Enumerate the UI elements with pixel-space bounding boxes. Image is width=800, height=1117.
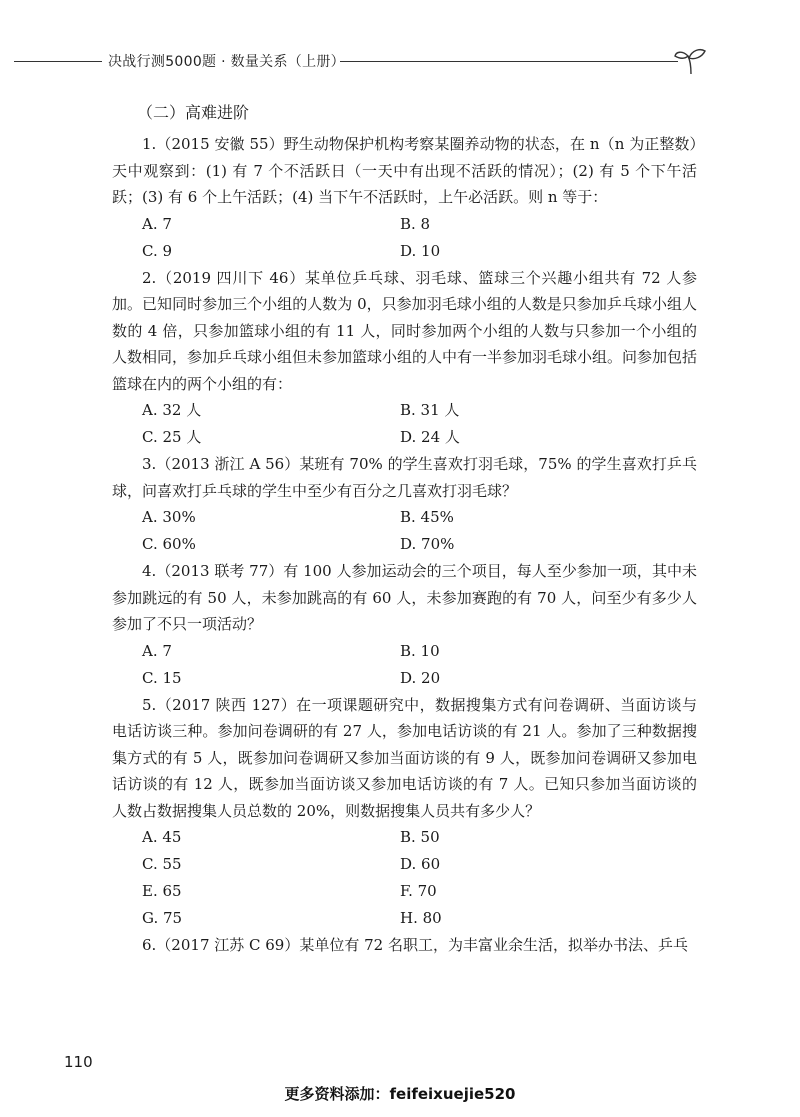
option-d: D. 20: [400, 668, 441, 687]
option-c: C. 25 人: [142, 428, 202, 446]
options: [142, 638, 697, 692]
option-d: D. 24 人: [400, 428, 460, 446]
question-4: [112, 558, 697, 692]
option-d: D. 60: [400, 855, 441, 873]
header-title: 决战行测5000题 · 数量关系（上册）: [108, 54, 345, 70]
option-c: C. 55: [142, 855, 182, 873]
question-1: [112, 131, 697, 265]
option-d: D. 10: [400, 241, 441, 260]
option-b: B. 10: [400, 641, 440, 660]
sprout-icon: [674, 46, 708, 76]
option-b: B. 31 人: [400, 401, 460, 419]
option-c: C. 60%: [142, 535, 196, 553]
running-header: [0, 46, 800, 76]
option-e: E. 65: [142, 882, 182, 900]
option-h: H. 80: [400, 909, 442, 927]
question-text: 4.（2013 联考 77）有 100 人参加运动会的三个项目，每人至少参加一项，其中未参加跳远的有 50 人，未参加跳高的有 60 人，未参加赛跑的有 70 人，问至少有多少人参加了不只一项活动？: [112, 562, 697, 633]
question-text: 6.（2017 江苏 C 69）某单位有 72 名职工，为丰富业余生活，拟举办书法、乒乓: [142, 936, 688, 954]
option-a: A. 30%: [142, 508, 196, 526]
option-c: C. 9: [142, 241, 173, 260]
section-title: （二）高难进阶: [137, 103, 250, 122]
question-6: [112, 932, 697, 959]
options: [142, 824, 697, 932]
question-5: [112, 692, 697, 933]
options: [142, 397, 697, 451]
question-text: 2.（2019 四川下 46）某单位乒乓球、羽毛球、篮球三个兴趣小组共有 72 人参加。已知同时参加三个小组的人数为 0，只参加羽毛球小组的人数是只参加乒乓球小组人数的 4 倍，只参加篮球小组的有 11 人，同时参加两个小组的人数与只参加一个小组的人数相同，参加乒乓球小组但未参加篮球小组的人中有一半参加羽毛球小组。问参加包括篮球在内的两个小组的有：: [112, 268, 698, 393]
header-rule-left: [14, 61, 102, 62]
question-text: 1.（2015 安徽 55）野生动物保护机构考察某圈养动物的状态，在 n（n 为正整数）天中观察到：(1) 有 7 个不活跃日（一天中有出现不活跃的情况）；(2) 有 5 个下午活跃；(3) 有 6 个上午活跃；(4) 当下午不活跃时，上午必活跃。则 n 等于：: [112, 135, 697, 206]
question-list: [112, 131, 697, 959]
page-number: 110: [64, 1053, 93, 1071]
footer-note: 更多资料添加：feifeixuejie520: [284, 1085, 516, 1103]
option-b: B. 8: [400, 214, 431, 233]
option-a: A. 32 人: [142, 401, 202, 419]
options: [142, 211, 697, 265]
option-a: A. 45: [142, 828, 182, 846]
option-d: D. 70%: [400, 535, 455, 553]
question-text: 3.（2013 浙江 A 56）某班有 70% 的学生喜欢打羽毛球，75% 的学生喜欢打乒乓球，问喜欢打乒乓球的学生中至少有百分之几喜欢打羽毛球？: [112, 455, 697, 500]
options: [142, 504, 697, 558]
question-3: [112, 451, 697, 558]
option-b: B. 50: [400, 828, 440, 846]
question-2: [112, 265, 697, 452]
option-g: G. 75: [142, 909, 183, 927]
question-text: 5.（2017 陕西 127）在一项课题研究中，数据搜集方式有问卷调研、当面访谈与电话访谈三种。参加问卷调研的有 27 人，参加电话访谈的有 21 人。参加了三种数据搜集方式的有 5 人，既参加问卷调研又参加当面访谈的有 9 人，既参加问卷调研又参加电话访谈的有 12 人，既参加当面访谈又参加电话访谈的有 7 人。已知只参加当面访谈的人数占数据搜集人员总数的 20%，则数据搜集人员共有多少人？: [112, 695, 697, 820]
option-b: B. 45%: [400, 508, 454, 526]
option-a: A. 7: [142, 214, 172, 233]
option-a: A. 7: [142, 641, 172, 660]
option-f: F. 70: [400, 882, 437, 900]
header-rule-right: [340, 61, 678, 62]
option-c: C. 15: [142, 668, 182, 687]
